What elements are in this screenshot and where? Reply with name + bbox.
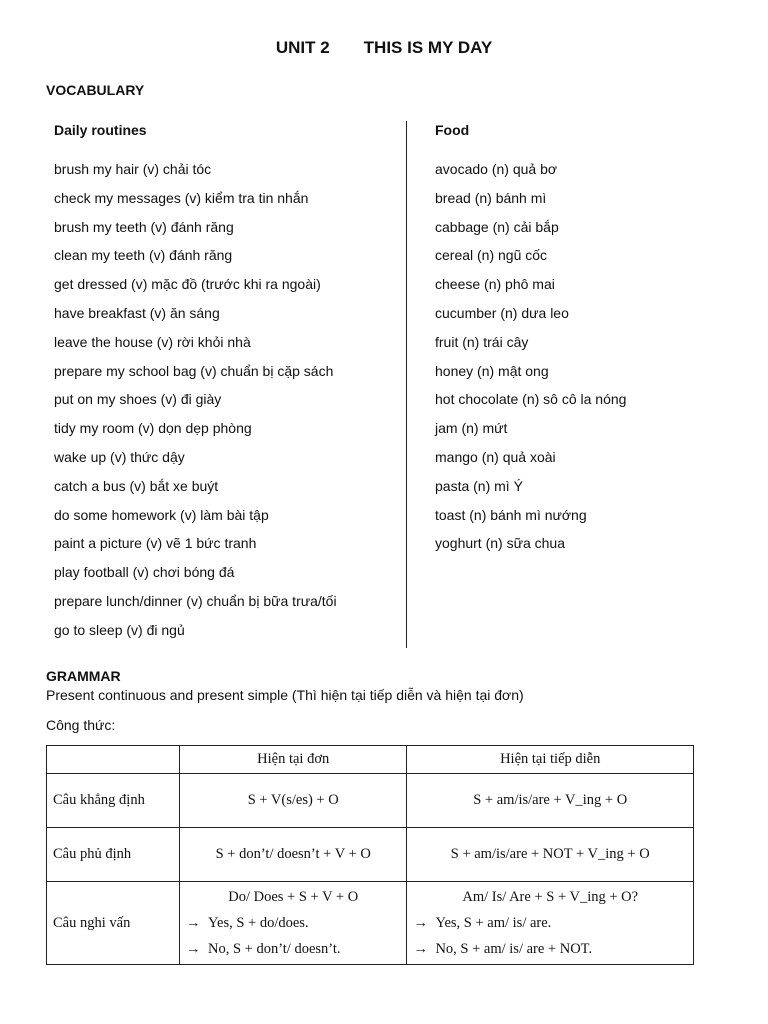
column-divider [406, 121, 407, 648]
list-item: have breakfast (v) ăn sáng [54, 304, 220, 321]
table-header-row [47, 746, 694, 774]
list-item: honey (n) mật ong [435, 362, 549, 379]
question-simple-no-line [186, 936, 400, 962]
question-continuous-yes-line [413, 910, 687, 936]
list-item: catch a bus (v) bắt xe buýt [54, 477, 219, 494]
table-header-empty [47, 746, 180, 774]
list-item: put on my shoes (v) đi giày [54, 391, 222, 408]
row-label-affirmative: Câu khẳng định [47, 774, 180, 828]
list-item: cheese (n) phô mai [435, 276, 555, 293]
question-continuous [407, 882, 694, 965]
question-continuous-no-line [413, 936, 687, 962]
list-item: wake up (v) thức dậy [54, 448, 185, 465]
table-row [47, 828, 694, 882]
list-item: brush my teeth (v) đánh răng [54, 218, 234, 235]
list-item: brush my hair (v) chải tóc [54, 161, 212, 177]
negative-continuous: S + am/is/are + NOT + V_ing + O [407, 828, 694, 882]
arrow-right-icon: → [186, 915, 201, 931]
list-item: go to sleep (v) đi ngủ [54, 621, 185, 638]
daily-routines-list [54, 155, 337, 645]
grammar-heading: GRAMMAR [46, 668, 121, 684]
list-item: cucumber (n) dưa leo [435, 304, 569, 321]
grammar-table [46, 745, 694, 965]
affirmative-simple: S + V(s/es) + O [180, 774, 407, 828]
list-item: fruit (n) trái cây [435, 333, 529, 350]
question-simple-no: No, S + don’t/ doesn’t. [208, 941, 341, 957]
vocabulary-heading: VOCABULARY [46, 82, 145, 98]
food-heading: Food [435, 122, 470, 138]
list-item: check my messages (v) kiểm tra tin nhắn [54, 189, 309, 206]
list-item: cabbage (n) cải bắp [435, 218, 559, 235]
list-item: jam (n) mứt [435, 420, 508, 437]
list-item: paint a picture (v) vẽ 1 bức tranh [54, 535, 257, 552]
question-continuous-form: Am/ Is/ Are + S + V_ing + O? [462, 889, 639, 905]
arrow-right-icon: → [413, 915, 428, 931]
page-title [0, 38, 768, 58]
list-item: bread (n) bánh mì [435, 189, 547, 206]
question-simple [180, 882, 407, 965]
list-item: prepare my school bag (v) chuẩn bị cặp sách [54, 362, 334, 379]
grammar-subtitle: Present continuous and present simple (Thì hiện tại tiếp diễn và hiện tại đơn) [46, 687, 524, 703]
question-continuous-yes: Yes, S + am/ is/ are. [435, 915, 552, 931]
affirmative-continuous: S + am/is/are + V_ing + O [407, 774, 694, 828]
question-simple-yes: Yes, S + do/does. [208, 915, 309, 931]
row-label-question: Câu nghi vấn [47, 882, 180, 965]
unit-name: THIS IS MY DAY [363, 38, 493, 57]
list-item: play football (v) chơi bóng đá [54, 564, 235, 581]
unit-number: UNIT 2 [275, 38, 330, 57]
list-item: pasta (n) mì Ý [435, 477, 523, 494]
negative-simple: S + don’t/ doesn’t + V + O [180, 828, 407, 882]
formula-label: Công thức: [46, 717, 116, 733]
list-item: yoghurt (n) sữa chua [435, 535, 565, 552]
question-simple-form: Do/ Does + S + V + O [228, 889, 359, 905]
arrow-right-icon: → [413, 941, 428, 957]
question-simple-yes-line [186, 910, 400, 936]
table-row [47, 882, 694, 965]
list-item: get dressed (v) mặc đồ (trước khi ra ngoài) [54, 276, 321, 293]
arrow-right-icon: → [186, 941, 201, 957]
list-item: tidy my room (v) dọn dẹp phòng [54, 420, 252, 437]
list-item: toast (n) bánh mì nướng [435, 506, 587, 523]
list-item: prepare lunch/dinner (v) chuẩn bị bữa trưa/tối [54, 592, 337, 609]
list-item: leave the house (v) rời khỏi nhà [54, 333, 251, 350]
daily-routines-heading: Daily routines [54, 122, 147, 138]
list-item: avocado (n) quả bơ [435, 161, 558, 177]
list-item: hot chocolate (n) sô cô la nóng [435, 391, 627, 408]
row-label-negative: Câu phủ định [47, 828, 180, 882]
question-continuous-no: No, S + am/ is/ are + NOT. [435, 941, 593, 957]
list-item: mango (n) quả xoài [435, 448, 556, 465]
table-header-continuous: Hiện tại tiếp diễn [407, 746, 694, 774]
table-header-simple: Hiện tại đơn [180, 746, 407, 774]
list-item: cereal (n) ngũ cốc [435, 247, 548, 264]
table-row [47, 774, 694, 828]
food-list [435, 155, 626, 558]
list-item: do some homework (v) làm bài tập [54, 506, 269, 523]
list-item: clean my teeth (v) đánh răng [54, 247, 233, 264]
